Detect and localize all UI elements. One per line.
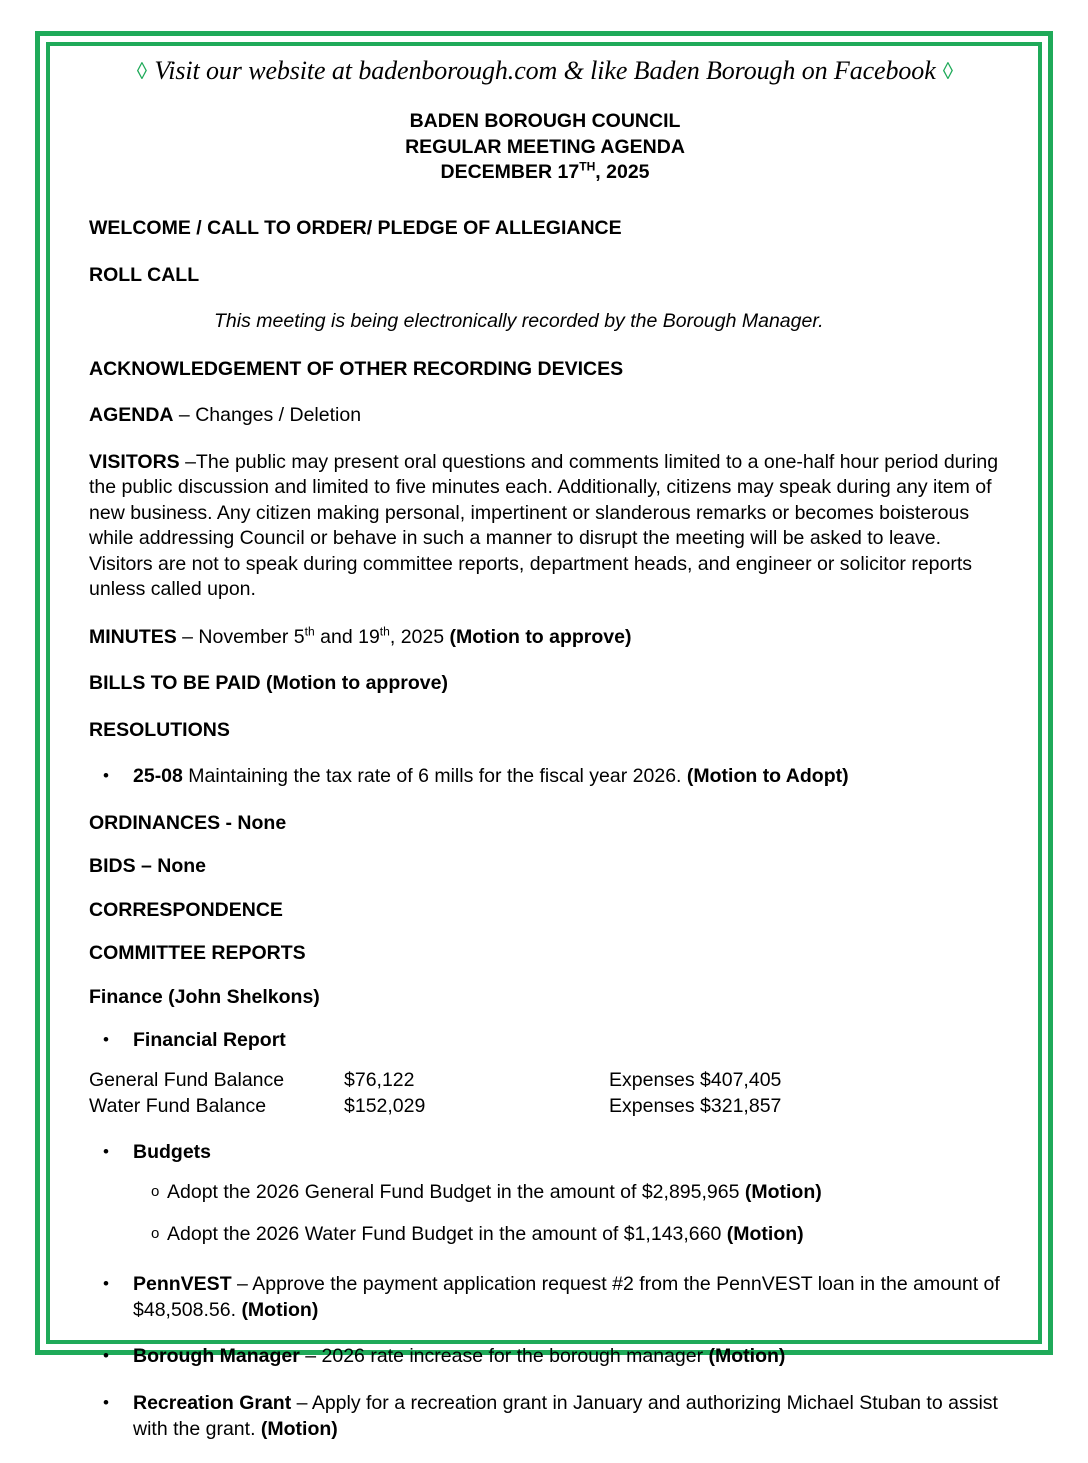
section-minutes-motion: (Motion to approve) (449, 625, 632, 648)
budget-item-text (167, 1222, 1001, 1248)
financial-report-label: Financial Report (133, 1029, 286, 1052)
financial-figures-table (89, 1068, 1001, 1120)
section-minutes-mid2: and 19 (314, 625, 380, 648)
bullet-icon: • (103, 1141, 109, 1161)
title-line-date (89, 160, 1001, 186)
section-ordinances: ORDINANCES - None (89, 811, 287, 834)
section-correspondence: CORRESPONDENCE (89, 898, 283, 921)
fund-expenses: Expenses $407,405 (609, 1068, 782, 1091)
resolution-item-text (133, 764, 1001, 790)
subsection-finance: Finance (John Shelkons) (89, 985, 320, 1008)
list-item (89, 764, 1001, 790)
table-row (89, 1068, 1001, 1094)
bullet-icon: • (103, 1392, 109, 1412)
table-row (89, 1094, 1001, 1120)
section-roll-call: ROLL CALL (89, 263, 200, 286)
section-agenda-detail: – Changes / Deletion (173, 404, 362, 427)
title-line-agenda: REGULAR MEETING AGENDA (405, 135, 685, 158)
budget-item-description: Adopt the 2026 General Fund Budget in the amount of $2,895,965 (167, 1181, 745, 1204)
section-minutes-mid1: – November 5 (176, 625, 305, 648)
action-item-motion: (Motion) (260, 1417, 338, 1440)
list-item (89, 1222, 1001, 1248)
section-agenda-label: AGENDA (89, 404, 174, 427)
section-acknowledgement: ACKNOWLEDGEMENT OF OTHER RECORDING DEVICES (89, 357, 624, 380)
list-item (89, 1180, 1001, 1206)
list-item (89, 1028, 1001, 1054)
section-visitors (89, 450, 1001, 603)
section-minutes-ordinal-1: th (304, 624, 315, 639)
budget-item-description: Adopt the 2026 Water Fund Budget in the amount of $1,143,660 (167, 1222, 727, 1245)
fund-label: Water Fund Balance (89, 1094, 267, 1117)
list-item (89, 1140, 1001, 1166)
action-item-description: – Apply for a recreation grant in January and authorizing Michael Stuban to assist with the grant. (133, 1391, 998, 1440)
recording-note: This meeting is being electronically recorded by the Borough Manager. (214, 310, 824, 333)
title-date-ordinal: TH (579, 159, 596, 174)
bullet-icon: • (103, 1346, 109, 1366)
action-item-motion: (Motion) (708, 1345, 786, 1368)
list-item (89, 1391, 1001, 1442)
website-banner-text: Visit our website at badenborough.com & like Baden Borough on Facebook (154, 56, 936, 85)
action-item-description: – Approve the payment application request #2 from the PennVEST loan in the amount of $48,508.56. (133, 1273, 1000, 1321)
section-bills-label: BILLS TO BE PAID (89, 672, 261, 695)
fund-label: General Fund Balance (89, 1068, 285, 1091)
section-minutes (89, 625, 1001, 651)
section-visitors-label: VISITORS (89, 451, 180, 474)
diamond-right-icon: ◊ (942, 59, 953, 85)
section-committee-reports: COMMITTEE REPORTS (89, 942, 306, 965)
budgets-label: Budgets (133, 1140, 211, 1163)
hollow-bullet-icon: o (151, 1224, 160, 1242)
bullet-icon: • (103, 1274, 109, 1294)
diamond-left-icon: ◊ (137, 59, 148, 85)
action-item-text (133, 1391, 1001, 1442)
resolution-motion: (Motion to Adopt) (686, 765, 849, 788)
resolution-number: 25-08 (133, 765, 183, 788)
bullet-icon: • (103, 1030, 109, 1050)
action-item-text (133, 1272, 1001, 1323)
action-item-label: PennVEST (133, 1273, 232, 1296)
page-title (89, 109, 1001, 187)
resolution-description: Maintaining the tax rate of 6 mills for the fiscal year 2026. (182, 765, 687, 788)
list-item (89, 1272, 1001, 1323)
section-bids: BIDS – None (89, 855, 207, 878)
fund-balance: $152,029 (344, 1094, 426, 1117)
action-item-label: Borough Manager (133, 1345, 300, 1368)
website-banner (89, 56, 1001, 87)
section-welcome: WELCOME / CALL TO ORDER/ PLEDGE OF ALLEGIANCE (89, 217, 622, 240)
budget-item-text (167, 1180, 1001, 1206)
budget-item-motion: (Motion) (726, 1222, 804, 1245)
fund-expenses: Expenses $321,857 (609, 1094, 782, 1117)
section-minutes-label: MINUTES (89, 625, 177, 648)
action-item-motion: (Motion) (241, 1298, 319, 1321)
action-item-text (133, 1344, 1001, 1370)
list-item (89, 1344, 1001, 1370)
hollow-bullet-icon: o (151, 1183, 160, 1201)
title-date-suffix: , 2025 (595, 161, 650, 184)
bullet-icon: • (103, 766, 109, 786)
fund-balance: $76,122 (344, 1068, 415, 1091)
action-item-description: – 2026 rate increase for the borough manager (299, 1345, 709, 1368)
section-minutes-ordinal-2: th (379, 624, 390, 639)
section-minutes-mid3: , 2025 (389, 625, 450, 648)
section-resolutions: RESOLUTIONS (89, 718, 230, 741)
section-visitors-body: –The public may present oral questions and comments limited to a one-half hour period during the public discussion and limited to five minutes each. Additionally, citizens may speak during any item of new business. Any citizen making personal, impertinent or slanderous remarks or becomes boisterous while addressing Council or behave in such a manner to disrupt the meeting will be asked to leave. Visitors are not to speak during committee reports, department heads, and engineer or solicitor reports unless called upon. (89, 451, 999, 601)
title-date-prefix: DECEMBER 17 (440, 161, 580, 184)
section-bills-motion: (Motion to approve) (260, 672, 448, 695)
budget-item-motion: (Motion) (744, 1181, 822, 1204)
action-item-label: Recreation Grant (133, 1391, 292, 1414)
title-line-council: BADEN BOROUGH COUNCIL (409, 109, 681, 132)
section-agenda (89, 403, 1001, 429)
section-bills (89, 671, 1001, 697)
agenda-document (89, 56, 1001, 1463)
